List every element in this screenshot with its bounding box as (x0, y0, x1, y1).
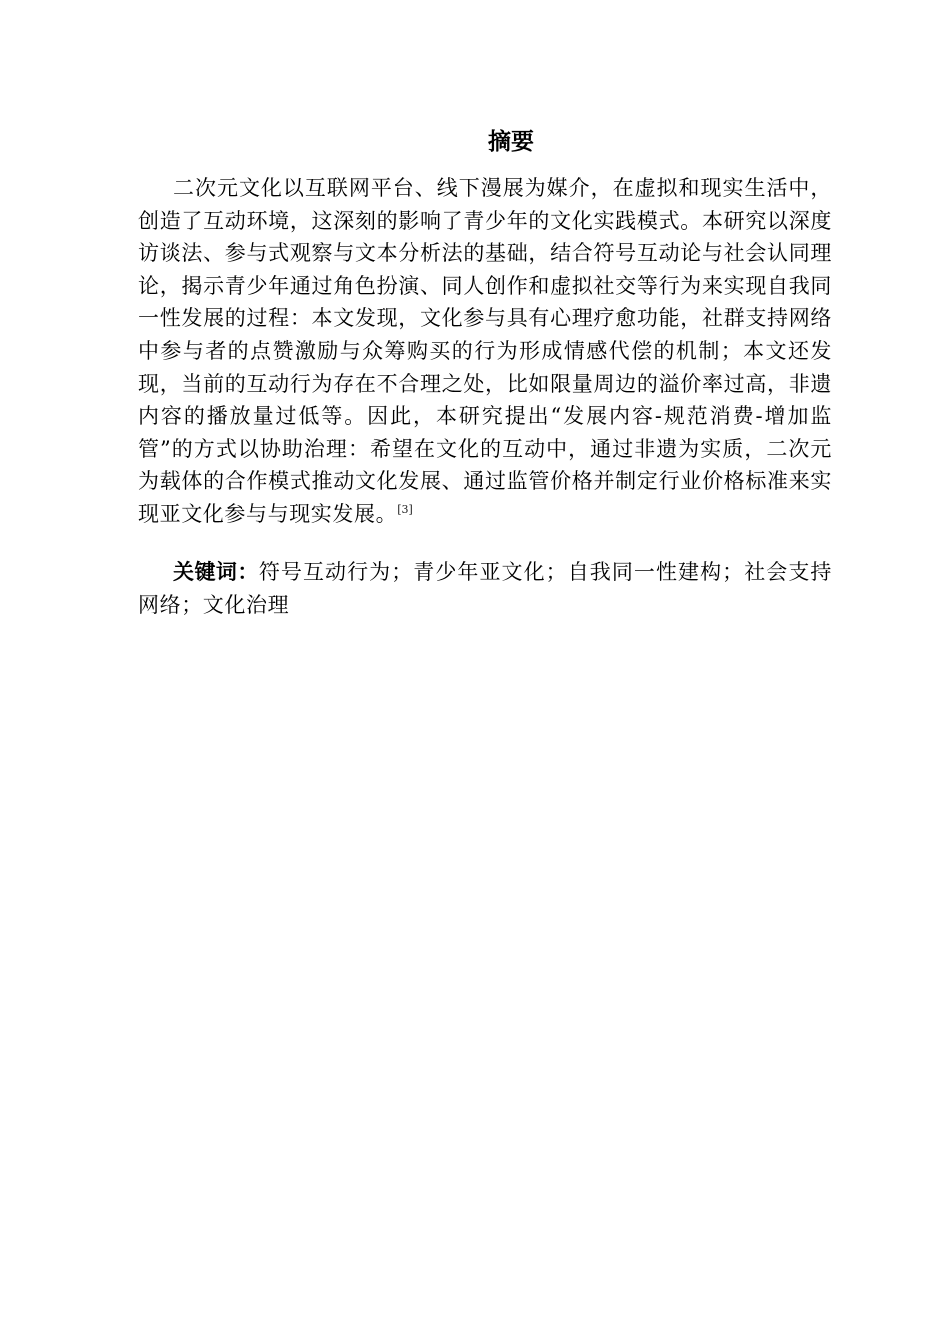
citation-reference[interactable]: [3] (397, 502, 413, 516)
keywords-text: 符号互动行为；青少年亚文化；自我同一性建构；社会支持网络；文化治理 (138, 560, 833, 617)
abstract-text: 二次元文化以互联网平台、线下漫展为媒介，在虚拟和现实生活中，创造了互动环境，这深刻的影响了青少年的文化实践模式。本研究以深度访谈法、参与式观察与文本分析法的基础，结合符号互动论与社会认同理论，揭示青少年通过角色扮演、同人创作和虚拟社交等行为来实现自我同一性发展的过程：本文发现，文化参与具有心理疗愈功能，社群支持网络中参与者的点赞激励与众筹购买的行为形成情感代偿的机制；本文还发现，当前的互动行为存在不合理之处，比如限量周边的溢价率过高，非遗内容的播放量过低等。因此，本研究提出“发展内容-规范消费-增加监管”的方式以协助治理：希望在文化的互动中，通过非遗为实质，二次元为载体的合作模式推动文化发展、通过监管价格并制定行业价格标准来实现亚文化参与与现实发展。 (138, 176, 832, 526)
keywords-label: 关键词： (173, 560, 259, 584)
keywords-paragraph (138, 556, 832, 622)
abstract-paragraph (138, 172, 832, 531)
abstract-title: 摘要 (488, 129, 534, 155)
